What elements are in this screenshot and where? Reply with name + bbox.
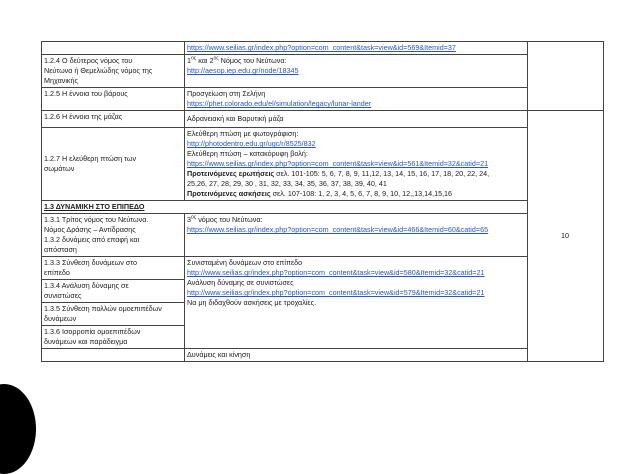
suggested-exercises-text: σελ. 107-108: 1, 2, 3, 4, 5, 6, 7, 8, 9, 10, 12,,13,14,15,16 [270,189,453,198]
topic-label: 1.3.2 δυνάμεις από επαφή και [44,235,140,244]
hours-cell [528,111,604,362]
topic-label: 1.3.5 Σύνθεση πολλών ομοεπιπέδων [44,304,162,313]
ordinal-suffix: ος [213,55,219,62]
topic-cell [42,257,185,349]
suggested-exercises [187,189,524,199]
topic-label: 1.3.3 Σύνθεση δυνάμεων στο [44,258,137,267]
resource-link[interactable]: http://www.seilias.gr/index.php?option=com_content&task=view&id=579&Itemid=32&catid=21 [187,288,485,297]
topic-cell [42,88,185,111]
ordinal-number: 3 [187,215,191,224]
resource-title: Αδρανειακή και Βαρυτική μάζα [187,114,284,123]
table-row [42,55,604,88]
resource-title-text: νόμος του Νεύτωνα: [196,215,263,224]
table-row [42,111,604,128]
resource-link[interactable]: http://aesop.iep.edu.gr/node/18345 [187,66,299,75]
topic-label: δυνάμεων [44,314,77,323]
topic-cell [42,349,185,362]
topic-label: Νεύτωνα ή Θεμελιώδης νόμος της [44,66,153,75]
resource-link[interactable]: https://phet.colorado.edu/el/simulation/legacy/lunar-lander [187,99,372,108]
topic-label: 1.2.7 Η ελεύθερη πτώση των [44,154,137,163]
resource-title-text: Νόμος του Νεύτωνα: [218,56,287,65]
topic-cell [42,214,185,257]
table-row [42,128,604,201]
section-title: 1.3 ΔΥΝΑΜΙΚΗ ΣΤΟ ΕΠΙΠΕΔΟ [44,202,145,211]
resource-link[interactable]: http://photodentro.edu.gr/ugc/r/8525/832 [187,139,316,148]
resource-title: Προσγείωση στη Σελήνη [187,89,266,98]
topic-label: 1.2.4 Ο δεύτερος νόμος του [44,56,133,65]
resources-cell [185,349,528,362]
resource-title: Συνισταμένη δυνάμεων στο επίπεδο [187,258,303,267]
table-row [42,257,604,349]
resources-cell [185,88,528,111]
ordinal-number: 1 [187,56,191,65]
resource-link[interactable]: https://www.seilias.gr/index.php?option=com_content&task=view&id=466&Itemid=60&catid=65 [187,225,489,234]
resource-link[interactable]: http://www.seilias.gr/index.php?option=com_content&task=view&id=580&Itemid=32&catid=21 [187,268,485,277]
topic-label: επίπεδο [44,268,70,277]
note-text: Να μη διδαχθούν ασκήσεις με τροχαλίες. [187,298,317,307]
hours-cell-top [528,42,604,111]
topic-label: σωμάτων [44,164,75,173]
resources-cell [185,111,528,128]
ordinal-suffix: ος [191,55,197,62]
syllabus-table [41,41,604,362]
topic-label: δυνάμεων και παράδειγμα [44,337,128,346]
page-corner-shape [0,384,36,474]
table-row [42,349,604,362]
suggested-questions-text: σελ. 101-105: 5, 6, 7, 8, 9, 11,12, 13, 14, 15, 16, 17, 18, 20, 22, 24, [274,169,490,178]
topic-cell [42,111,185,128]
topic-cell [42,42,185,55]
resources-cell [185,42,528,55]
resource-title: Ελεύθερη πτώση – κατακόρυφη βολή: [187,149,308,158]
topic-label: Νόμος Δράσης – Αντίδρασης [44,225,136,234]
table-row [42,42,604,55]
resource-title [187,215,524,225]
resource-title [187,56,524,66]
resource-title: Δυνάμεις και κίνηση [187,350,251,359]
suggested-questions-cont: 25,26, 27, 28, 29, 30 , 31, 32, 33, 34, 35, 36, 37, 38, 39, 40, 41 [187,179,387,188]
suggested-questions [187,169,524,179]
resource-title: Ελεύθερη πτώση με φωτογράφιση: [187,129,299,138]
hours-value: 10 [561,231,569,240]
resource-link[interactable]: https://www.seilias.gr/index.php?option=com_content&task=view&id=569&Itemid=37 [187,43,456,52]
resource-link[interactable]: https://www.seilias.gr/index.php?option=com_content&task=view&id=561&Itemid=32&catid=21 [187,159,489,168]
topic-label: 1.3.6 Ισορροπία ομοεπιπέδων [44,327,141,336]
topic-label: 1.3.1 Τρίτος νόμος του Νεύτωνα. [44,215,149,224]
topic-cell [42,128,185,201]
ordinal-suffix: ος [191,214,197,221]
table-row [42,88,604,111]
topic-label: 1.3.4 Ανάλυση δύναμης σε [44,281,129,290]
resources-cell [185,55,528,88]
topic-label: συνιστώσες [44,291,82,300]
ordinal-number: και 2 [196,56,214,65]
section-heading [42,201,528,214]
resources-cell [185,128,528,201]
topic-label: 1.2.5 Η έννοια του βάρους [44,89,128,98]
table-row [42,201,604,214]
resource-title: Ανάλυση δύναμης σε συνιστώσες [187,278,294,287]
topic-label: Μηχανικής [44,76,78,85]
resources-cell [185,257,528,349]
suggested-questions-label: Προτεινόμενες ερωτήσεις [187,169,275,178]
table-row [42,214,604,257]
resources-cell [185,214,528,257]
suggested-exercises-label: Προτεινόμενες ασκήσεις [187,189,271,198]
topic-label: 1.2.6 Η έννοια της μάζας [44,112,123,121]
topic-label: απόσταση [44,245,77,254]
topic-cell [42,55,185,88]
